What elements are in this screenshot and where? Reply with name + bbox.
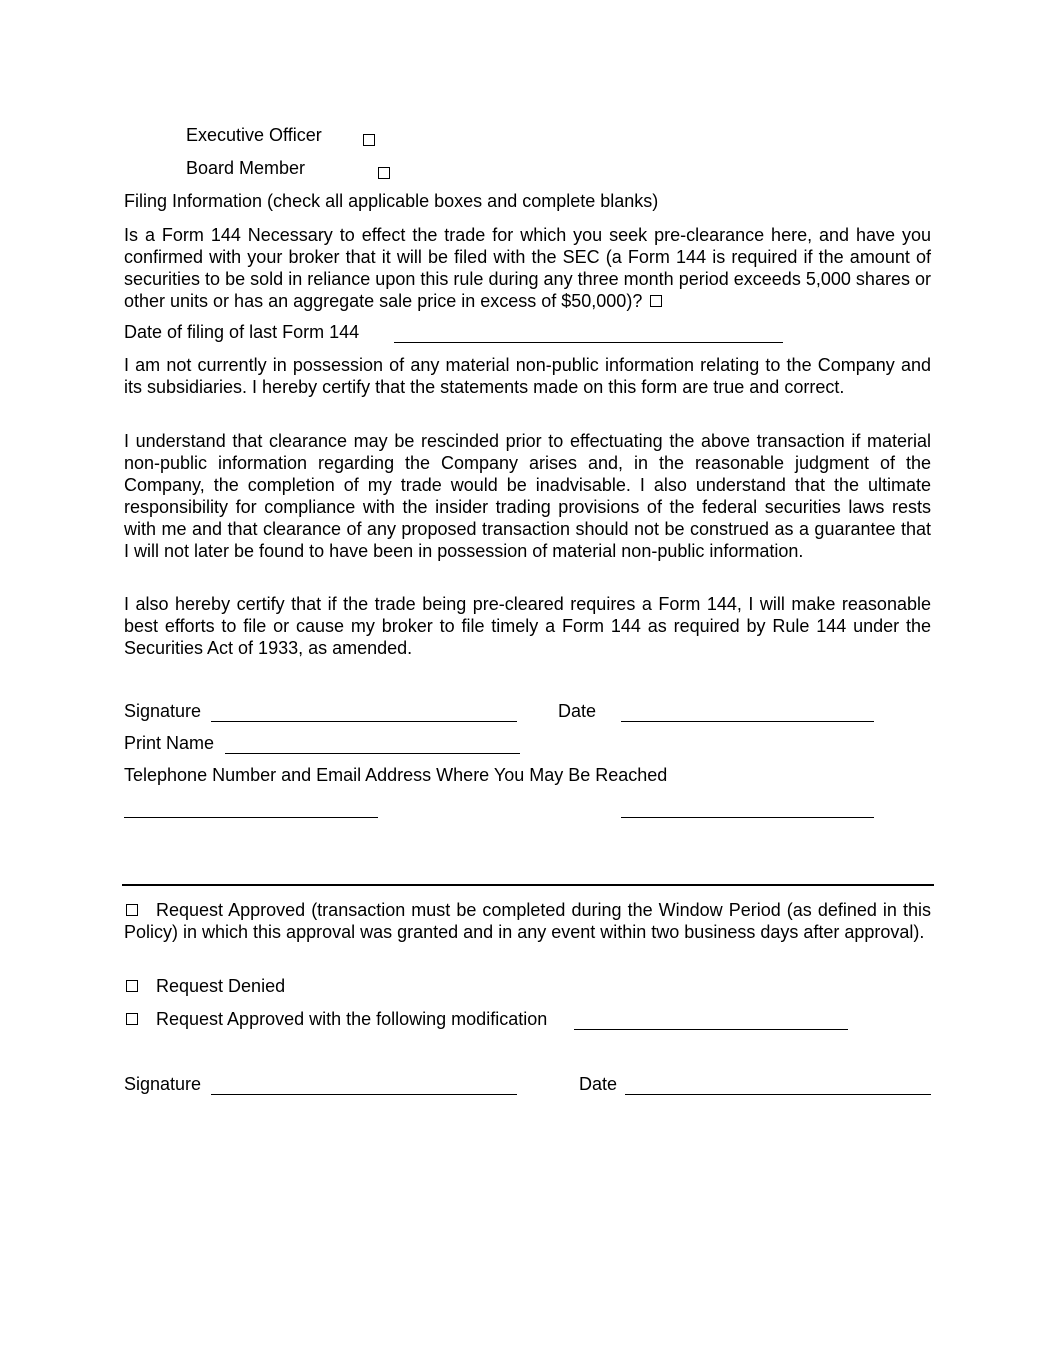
form144-checkbox[interactable] <box>650 295 662 307</box>
request-modified-row <box>124 1009 547 1030</box>
approver-signature-label: Signature <box>124 1074 202 1094</box>
executive-officer-checkbox[interactable] <box>363 134 375 146</box>
request-approved-row <box>124 899 931 943</box>
executive-officer-label: Executive Officer <box>186 125 322 145</box>
print-name-label: Print Name <box>124 733 215 753</box>
form144-question-paragraph <box>124 224 931 312</box>
last-filing-date-field[interactable] <box>394 342 783 343</box>
last-filing-label: Date of filing of last Form 144 <box>124 322 360 342</box>
request-denied-row <box>124 976 285 997</box>
filing-info-heading: Filing Information (check all applicable boxes and complete blanks) <box>124 191 659 211</box>
board-member-checkbox[interactable] <box>378 167 390 179</box>
no-mnpi-certification: I am not currently in possession of any material non-public information relating to the Company and its subsidiaries. I hereby certify that the statements made on this form are true and correct. <box>124 355 931 397</box>
request-approved-checkbox[interactable] <box>126 904 138 916</box>
request-approved-text: Request Approved (transaction must be completed during the Window Period (as defined in this Policy) in which this approval was granted and in any event within two business days after approval). <box>124 900 931 942</box>
modification-field[interactable] <box>574 1029 848 1030</box>
approver-date-field[interactable] <box>625 1094 931 1095</box>
print-name-field[interactable] <box>225 753 520 754</box>
request-modified-text: Request Approved with the following modification <box>156 1009 548 1029</box>
form144-question-text: Is a Form 144 Necessary to effect the trade for which you seek pre-clearance here, and have you confirmed with your broker that it will be filed with the SEC (a Form 144 is required if the amount of securities to be sold in reliance upon this rule during any three month period exceeds 5,000 shares or other units or has an aggregate sale price in excess of $50,000)? <box>124 225 931 311</box>
section-divider <box>122 884 934 886</box>
board-member-label: Board Member <box>186 158 306 178</box>
requester-signature-field[interactable] <box>211 721 517 722</box>
requester-signature-label: Signature <box>124 701 202 721</box>
request-denied-text: Request Denied <box>156 976 286 996</box>
approver-date-label: Date <box>579 1074 618 1094</box>
understanding-paragraph: I understand that clearance may be rescinded prior to effectuating the above transaction if material non-public information regarding the Company arises and, in the reasonable judgment of the Company, the completion of my trade would be inadvisable. I also understand that the ultimate responsibility for compliance with the insider trading provisions of the federal securities laws rests with me and that clearance of any proposed transaction should not be construed as a guarantee that I will not later be found to have been in possession of material non-public information. <box>124 431 931 561</box>
requester-date-field[interactable] <box>621 721 874 722</box>
telephone-field[interactable] <box>124 817 378 818</box>
email-field[interactable] <box>621 817 874 818</box>
approver-signature-field[interactable] <box>211 1094 517 1095</box>
form144-filing-certification: I also hereby certify that if the trade being pre-cleared requires a Form 144, I will make reasonable best efforts to file or cause my broker to file timely a Form 144 as required by Rule 144 under the Securities Act of 1933, as amended. <box>124 594 931 658</box>
contact-label: Telephone Number and Email Address Where You May Be Reached <box>124 765 668 785</box>
request-modified-checkbox[interactable] <box>126 1013 138 1025</box>
request-denied-checkbox[interactable] <box>126 980 138 992</box>
requester-date-label: Date <box>558 701 597 721</box>
